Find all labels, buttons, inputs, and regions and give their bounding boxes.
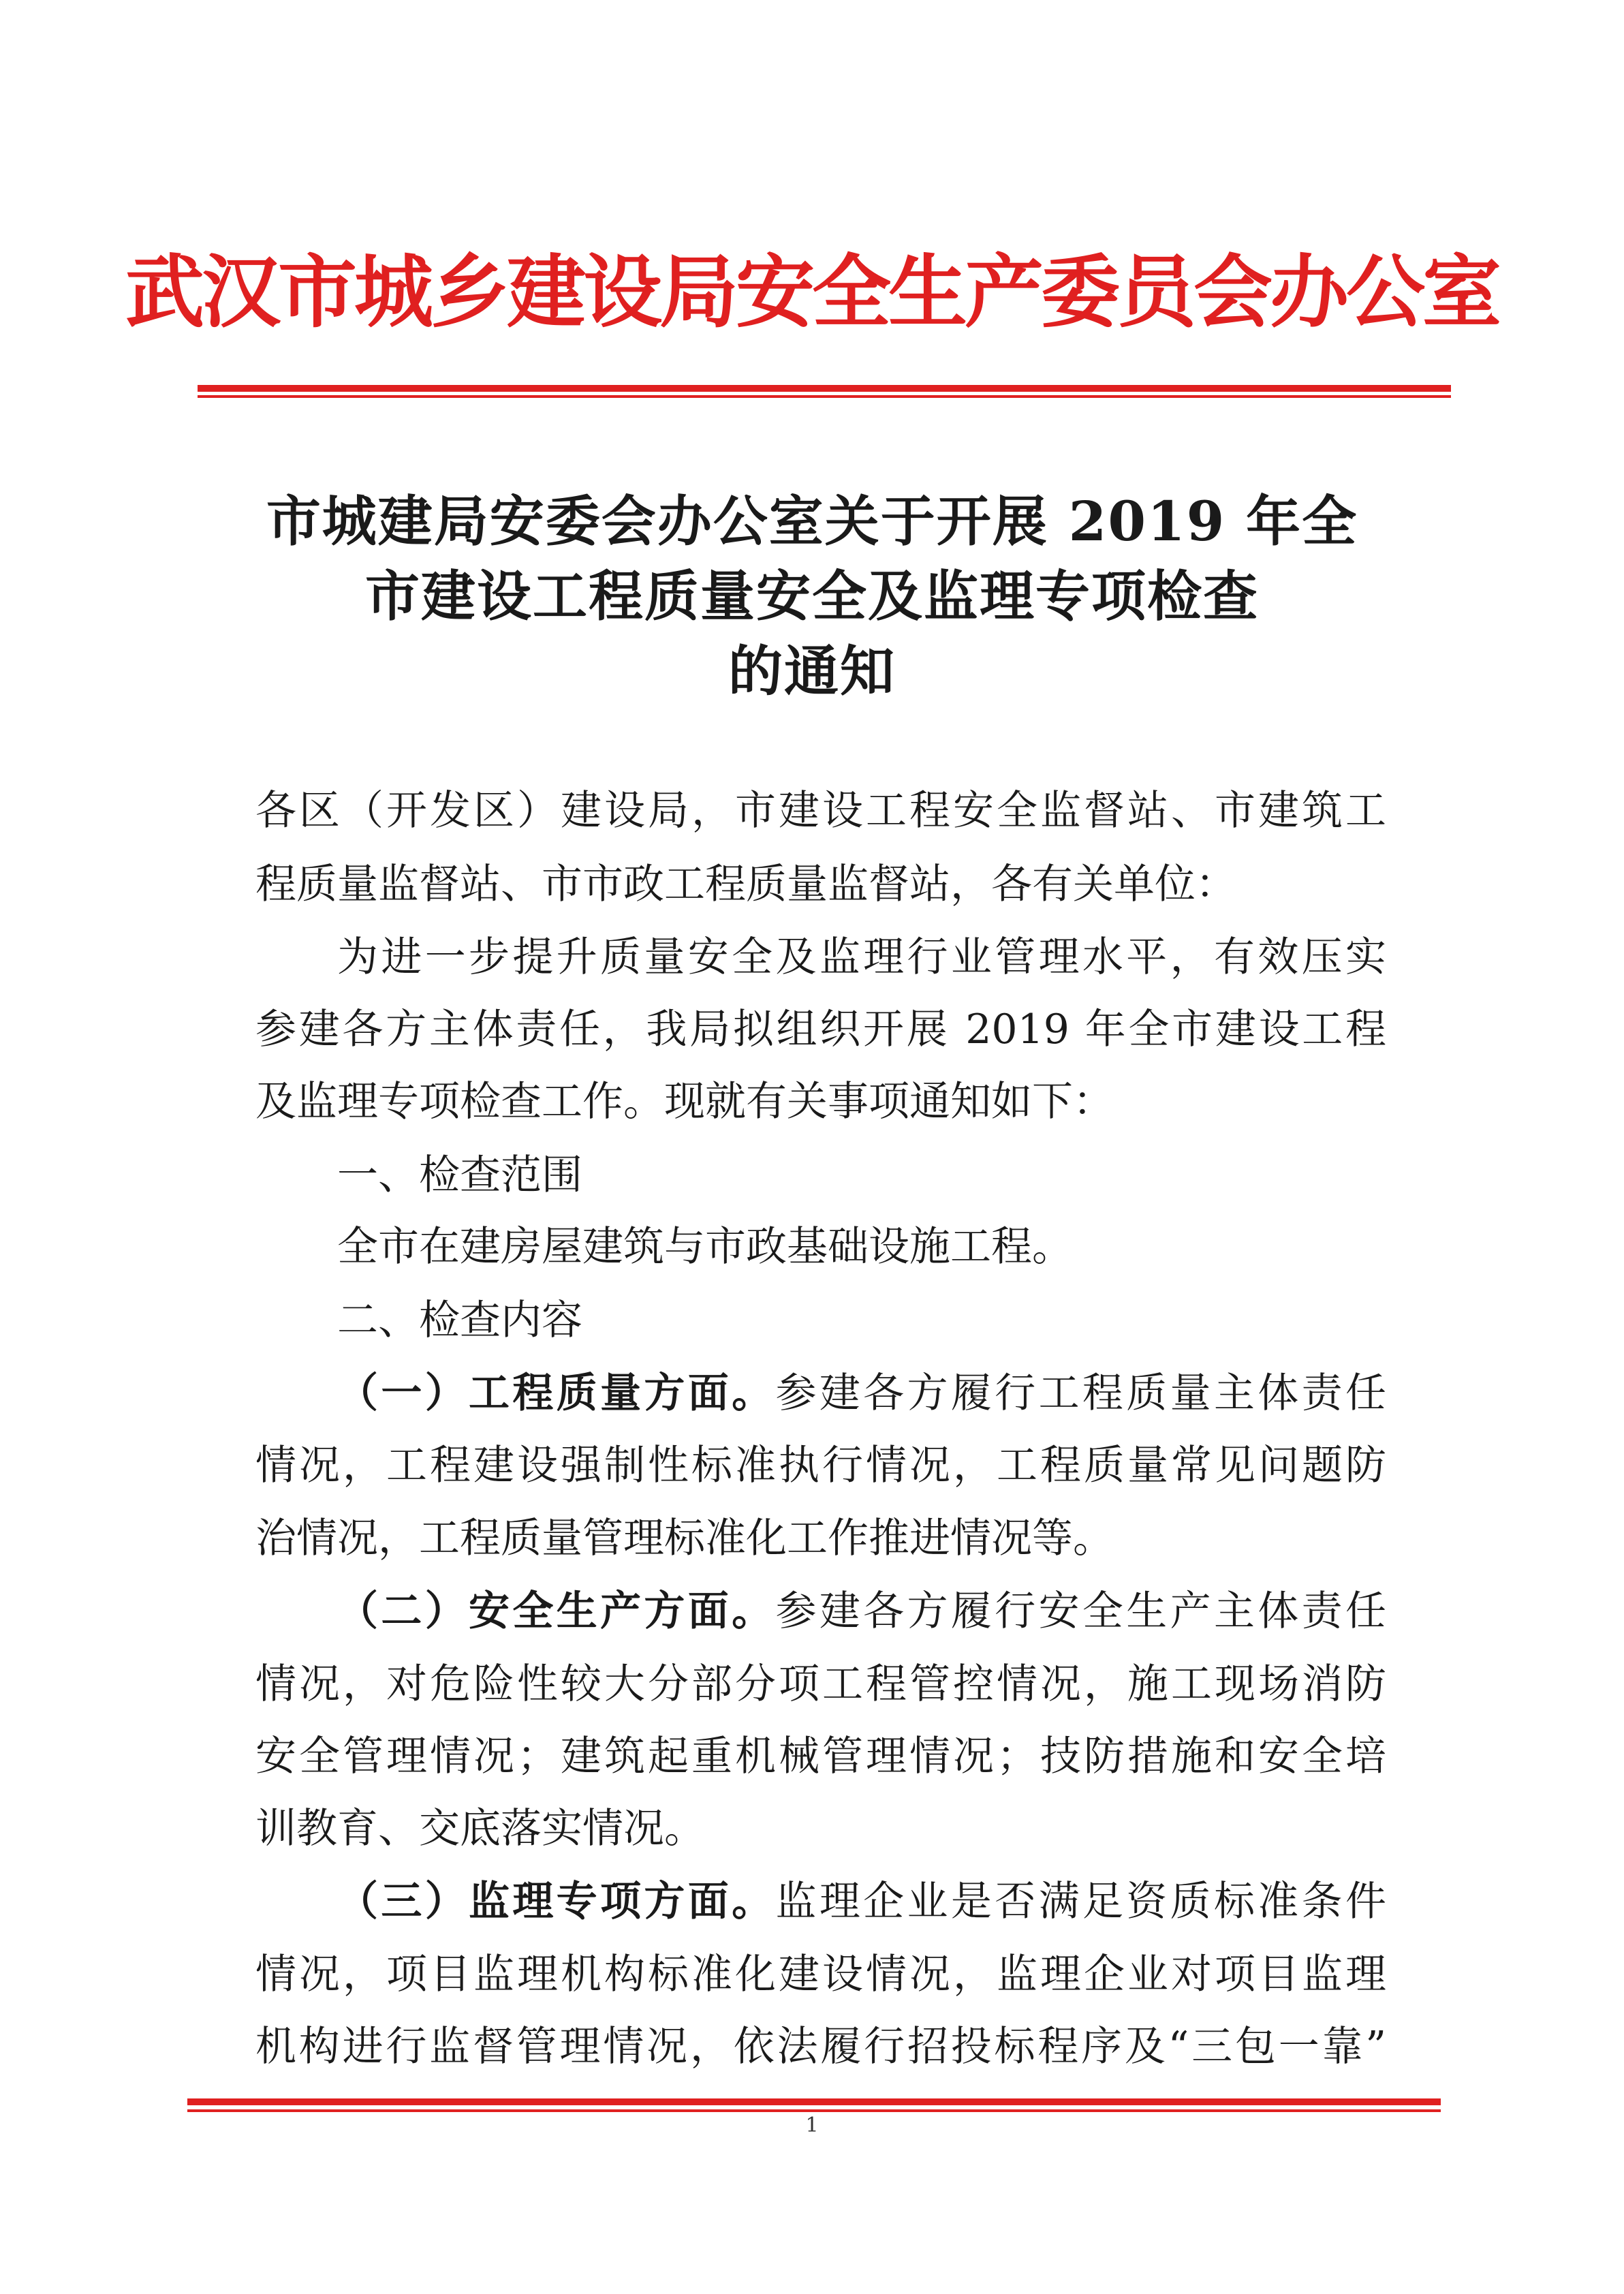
item-1-line-1 [337, 1363, 1386, 1424]
item-3-line-3: 机构进行监督管理情况，依法履行招投标程序及“三包一靠” [255, 2023, 1386, 2071]
notice-title-line-2: 市建设工程质量安全及监理专项检查 [365, 564, 1259, 628]
item-1-lead: （一）工程质量方面。 [337, 1369, 776, 1417]
item-3-line-1 [337, 1871, 1386, 1932]
item-2-lead: （二）安全生产方面。 [337, 1587, 776, 1635]
item-1-line-1-text: 参建各方履行工程质量主体责任 [775, 1369, 1387, 1417]
item-2-line-4: 训教育、交底落实情况。 [255, 1805, 705, 1853]
item-3-line-1-text: 监理企业是否满足资质标准条件 [775, 1878, 1387, 1925]
header-red-rule-thin [198, 395, 1451, 398]
item-1-line-2: 情况，工程建设强制性标准执行情况，工程质量常见问题防 [255, 1442, 1386, 1489]
issuing-office-header: 武汉市城乡建设局安全生产委员会办公室 [125, 247, 1499, 339]
page-number: 1 [805, 2113, 819, 2137]
item-2-line-3: 安全管理情况；建筑起重机械管理情况；技防措施和安全培 [255, 1733, 1386, 1780]
notice-title-line-3: 的通知 [728, 639, 896, 703]
intro-line-2: 参建各方主体责任，我局拟组织开展 2019 年全市建设工程 [255, 1006, 1386, 1053]
section-1-heading: 一、检查范围 [337, 1151, 582, 1199]
section-1-text: 全市在建房屋建筑与市政基础设施工程。 [337, 1223, 1073, 1271]
item-1-line-3: 治情况，工程质量管理标准化工作推进情况等。 [255, 1515, 1114, 1562]
salutation-line-2: 程质量监督站、市市政工程质量监督站，各有关单位： [255, 861, 1236, 908]
item-2-line-2: 情况，对危险性较大分部分项工程管控情况，施工现场消防 [255, 1660, 1386, 1708]
intro-line-1: 为进一步提升质量安全及监理行业管理水平，有效压实 [337, 933, 1386, 981]
item-2-line-1-text: 参建各方履行安全生产主体责任 [775, 1587, 1387, 1635]
item-2-line-1 [337, 1581, 1386, 1642]
header-red-rule-thick [198, 385, 1451, 392]
intro-line-3: 及监理专项检查工作。现就有关事项通知如下： [255, 1078, 1114, 1126]
notice-title-line-1: 市城建局安委会办公室关于开展 2019 年全 [266, 489, 1358, 553]
item-3-line-2: 情况，项目监理机构标准化建设情况，监理企业对项目监理 [255, 1951, 1386, 1998]
salutation-line-1: 各区（开发区）建设局，市建设工程安全监督站、市建筑工 [255, 787, 1386, 835]
item-3-lead: （三）监理专项方面。 [337, 1878, 776, 1925]
section-2-heading: 二、检查内容 [337, 1297, 582, 1344]
footer-red-rule-thick [187, 2098, 1441, 2105]
